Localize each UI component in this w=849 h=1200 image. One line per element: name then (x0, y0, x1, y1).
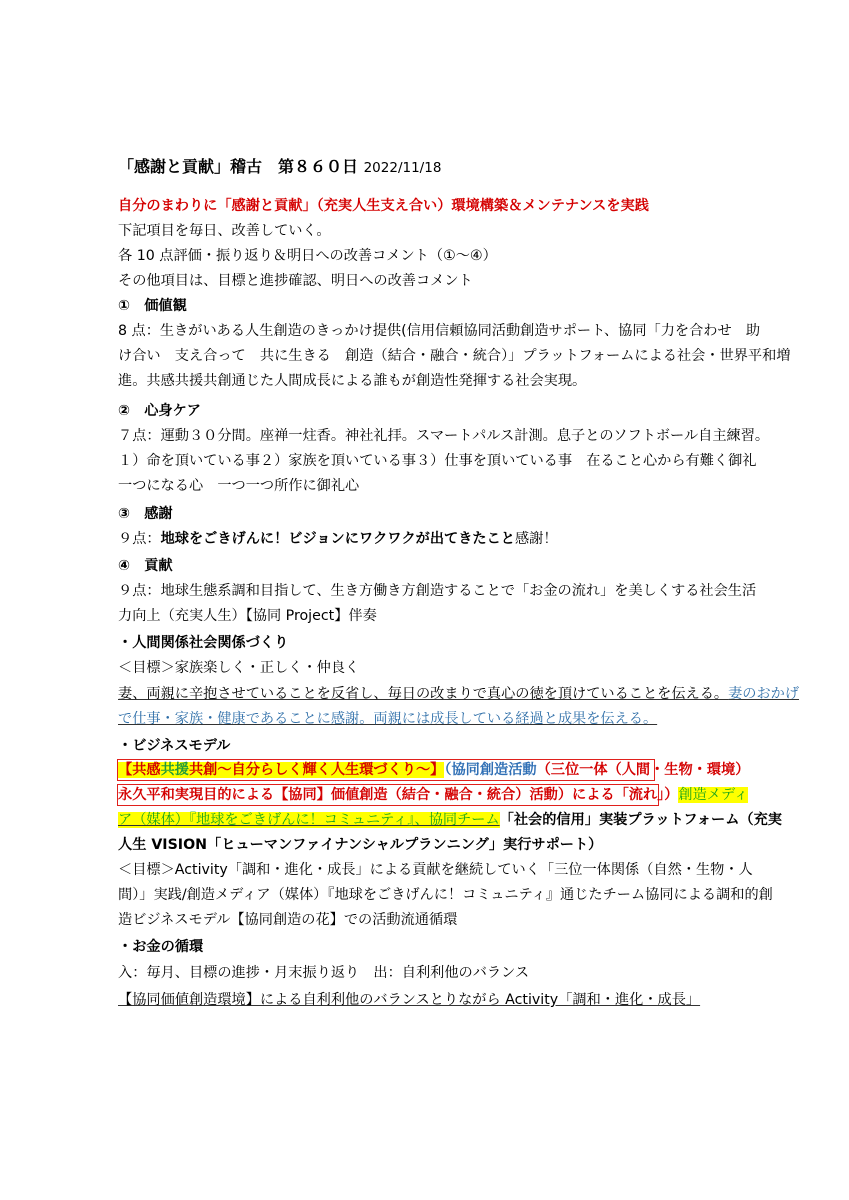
contribution-text-1: ９点：地球生態系調和目指して、生き方働き方創造することで「お金の流れ」を美しくする社会生活 (118, 583, 757, 599)
mindbody-text-3: 一つになる心 一つ一つ所作に御礼心 (118, 478, 360, 494)
section-heading-mindbody: ② 心身ケア (118, 403, 201, 419)
money-text-1: 入：毎月、目標の進捗・月末振り返り 出：自利利他のバランス (118, 965, 530, 981)
business-text-3: ア（媒体）『地球をごきげんに！コミュニティ』、協同チーム「社会的信用」実装プラットフォーム（充実 (118, 812, 782, 828)
business-text-4: 人生 VISION「ヒューマンファイナンシャルプランニング」実行サポート） (118, 837, 603, 853)
mindbody-text-2: １）命を頂いている事２）家族を頂いている事３）仕事を頂いている事 在ること心から有難く御礼 (118, 453, 757, 469)
intro-line-3: その他項目は、目標と進捗確認、明日への改善コメント (118, 273, 473, 289)
mindbody-text-1: ７点：運動３０分間。座禅一炷香。神社礼拝。スマートパルス計測。息子とのソフトボール自主練習。 (118, 428, 770, 444)
document-title: 「感謝と貢献」稽古 第８６０日 2022/11/18 (118, 157, 442, 176)
values-text-1: 8 点：生きがいある人生創造のきっかけ提供(信用信頼協同活動創造サポート、協同「力を合わせ 助 (118, 323, 761, 339)
section-heading-money: ・お金の循環 (118, 939, 204, 955)
values-text-2: け合い 支え合って 共に生きる 創造（結合・融合・統合）」プラットフォームによる社会・世界平和増 (118, 348, 791, 364)
section-heading-contribution: ④ 貢献 (118, 558, 173, 574)
relations-text-2: で仕事・家族・健康であることに感謝。両親には成長している経過と成果を伝える。 (118, 711, 658, 727)
relations-goal: ＜目標＞家族楽しく・正しく・仲良く (118, 660, 360, 676)
theme-line: 自分のまわりに「感謝と貢献」（充実人生支え合い）環境構築＆メンテナンスを実践 (118, 198, 649, 214)
relations-text-1: 妻、両親に辛抱させていることを反省し、毎日の改まりで真心の徳を頂けていることを伝える。妻のおかげ (118, 686, 800, 702)
business-goal-2: 間）」実践/創造メディア（媒体）『地球をごきげんに！コミュニティ』通じたチーム協同による調和的創 (118, 887, 773, 903)
business-goal-1: ＜目標＞Activity「調和・進化・成長」による貢献を継続していく「三位一体関係（自然・生物・人 (118, 862, 753, 878)
business-text-1: 【共感共援共創～自分らしく輝く人生環づくり～】（協同創造活動（三位一体（人間・生物・環境） (118, 762, 750, 778)
section-heading-relations: ・人間関係社会関係づくり (118, 635, 289, 651)
section-heading-business: ・ビジネスモデル (118, 738, 231, 754)
section-heading-values: ① 価値観 (118, 298, 187, 314)
business-text-2: 永久平和実現目的による【協同】価値創造（結合・融合・統合）活動）による「流れ」）創造メディ (118, 787, 749, 803)
money-text-2: 【協同価値創造環境】による自利利他のバランスとりながら Activity「調和・進化・成長」 (118, 992, 701, 1008)
intro-line-2: 各 10 点評価・振り返り＆明日への改善コメント（①～④） (118, 248, 497, 264)
gratitude-text: ９点：地球をごきげんに！ビジョンにワクワクが出てきたこと感謝！ (118, 531, 558, 547)
business-goal-3: 造ビジネスモデル【協同創造の花】での活動流通循環 (118, 912, 458, 928)
intro-line-1: 下記項目を毎日、改善していく。 (118, 223, 331, 239)
section-heading-gratitude: ③ 感謝 (118, 506, 173, 522)
values-text-3: 進。共感共援共創通じた人間成長による誰もが創造性発揮する社会実現。 (118, 373, 587, 389)
contribution-text-2: 力向上（充実人生）【協同 Project】伴奏 (118, 608, 377, 624)
